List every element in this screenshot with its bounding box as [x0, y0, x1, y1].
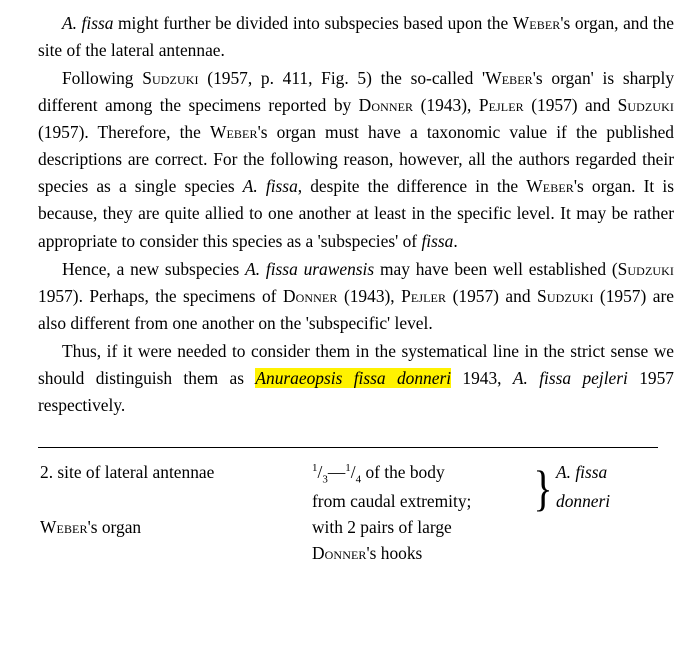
key-description-cell-cont: [312, 488, 530, 514]
key-description-cell: [312, 459, 530, 488]
author-name-weber: Weber: [209, 122, 258, 143]
author-name-weber: Weber: [526, 176, 574, 197]
donner-hooks-label: Donner's hooks: [312, 543, 423, 564]
author-name-pejler: Pejler: [478, 95, 524, 116]
paragraph-2: Following Sudzuki (1957, p. 411, Fig. 5) the so-called 'Weber's organ' is sharply different among the specimens reported by Donner (1943), Pejler (1957) and Sudzuki (1957). Therefore, the Weber's organ must have a taxonomic value if the published descriptions are correct. For the following reason, however, all the authors regarded their species as a single species A. fissa, despite the difference in the Weber's organ. It is because, they are quite allied to one another at least in the specific level. It may be rather appropriate to consider this species as a 'subspecies' of fissa.: [38, 68, 675, 251]
table-row: [40, 514, 666, 540]
paragraph-1: A. fissa might further be divided into subspecies based upon the Weber's organ, and the site of the lateral antennae.: [38, 13, 674, 61]
author-name-donner: Donner: [358, 95, 414, 116]
weber-organ-label: Weber's organ: [40, 517, 142, 538]
key-taxon-cell: [556, 459, 666, 488]
brace-spacer: [530, 514, 556, 540]
curly-brace-icon: }: [533, 459, 553, 516]
key-taxon-cell-spacer: [556, 514, 666, 540]
horizontal-rule: [38, 447, 658, 448]
paragraph-3: Hence, a new subspecies A. fissa urawensis may have been well established (Sudzuki 1957). Perhaps, the specimens of Donner (1943), Pejler (1957) and Sudzuki (1957) are also different from one another on the 'subspecific' level.: [38, 258, 675, 333]
key-character-label: site of lateral antennae: [57, 461, 215, 482]
taxon-name: A. fissa: [242, 176, 298, 197]
author-name-sudzuki: Sudzuki: [617, 258, 675, 279]
author-name-weber: Weber: [512, 13, 561, 33]
taxon-name: A. fissa: [62, 13, 114, 33]
author-name-sudzuki: Sudzuki: [537, 285, 594, 306]
key-number: 2.: [40, 461, 54, 482]
table-row: [40, 540, 666, 566]
table-row: [40, 459, 666, 488]
description-line-2: from caudal extremity;: [312, 490, 472, 511]
description-line-1: of the body: [365, 461, 445, 482]
key-character-cell-empty: [40, 488, 312, 514]
fraction-range: $^1/_3—^1/_4$: [312, 461, 362, 486]
highlighted-taxon-name: Anuraeopsis fissa donneri: [255, 367, 452, 388]
description-line-3: with 2 pairs of large: [312, 517, 452, 538]
key-character-cell: [40, 459, 312, 488]
brace-cell: [530, 459, 556, 514]
key-description-cell-2: [312, 514, 530, 540]
key-description-cell-2-cont: [312, 540, 530, 566]
author-name-pejler: Pejler: [401, 285, 447, 306]
key-taxon-cell-spacer-2: [556, 540, 666, 566]
author-name-donner: Donner: [282, 285, 338, 306]
key-character-cell-2: [40, 514, 312, 540]
taxon-line-1: A. fissa: [556, 461, 608, 482]
key-taxon-cell-cont: [556, 488, 666, 514]
taxon-name: A. fissa pejleri: [512, 367, 628, 388]
taxon-name: A. fissa urawensis: [245, 258, 375, 279]
key-character-cell-empty-2: [40, 540, 312, 566]
taxon-line-2: donneri: [556, 490, 611, 511]
author-name-sudzuki: Sudzuki: [142, 68, 199, 89]
author-name-weber: Weber: [485, 68, 533, 89]
table-row: [40, 488, 666, 514]
key-table: [40, 459, 666, 566]
taxon-name: fissa: [421, 230, 454, 251]
identification-key-table: [38, 447, 674, 566]
paragraph-4: Thus, if it were needed to consider them in the systematical line in the strict sense we should distinguish them as Anuraeopsis fissa donneri 1943, A. fissa pejleri 1957 respectively.: [38, 340, 674, 415]
author-name-sudzuki: Sudzuki: [617, 95, 674, 116]
brace-spacer-2: [530, 540, 556, 566]
